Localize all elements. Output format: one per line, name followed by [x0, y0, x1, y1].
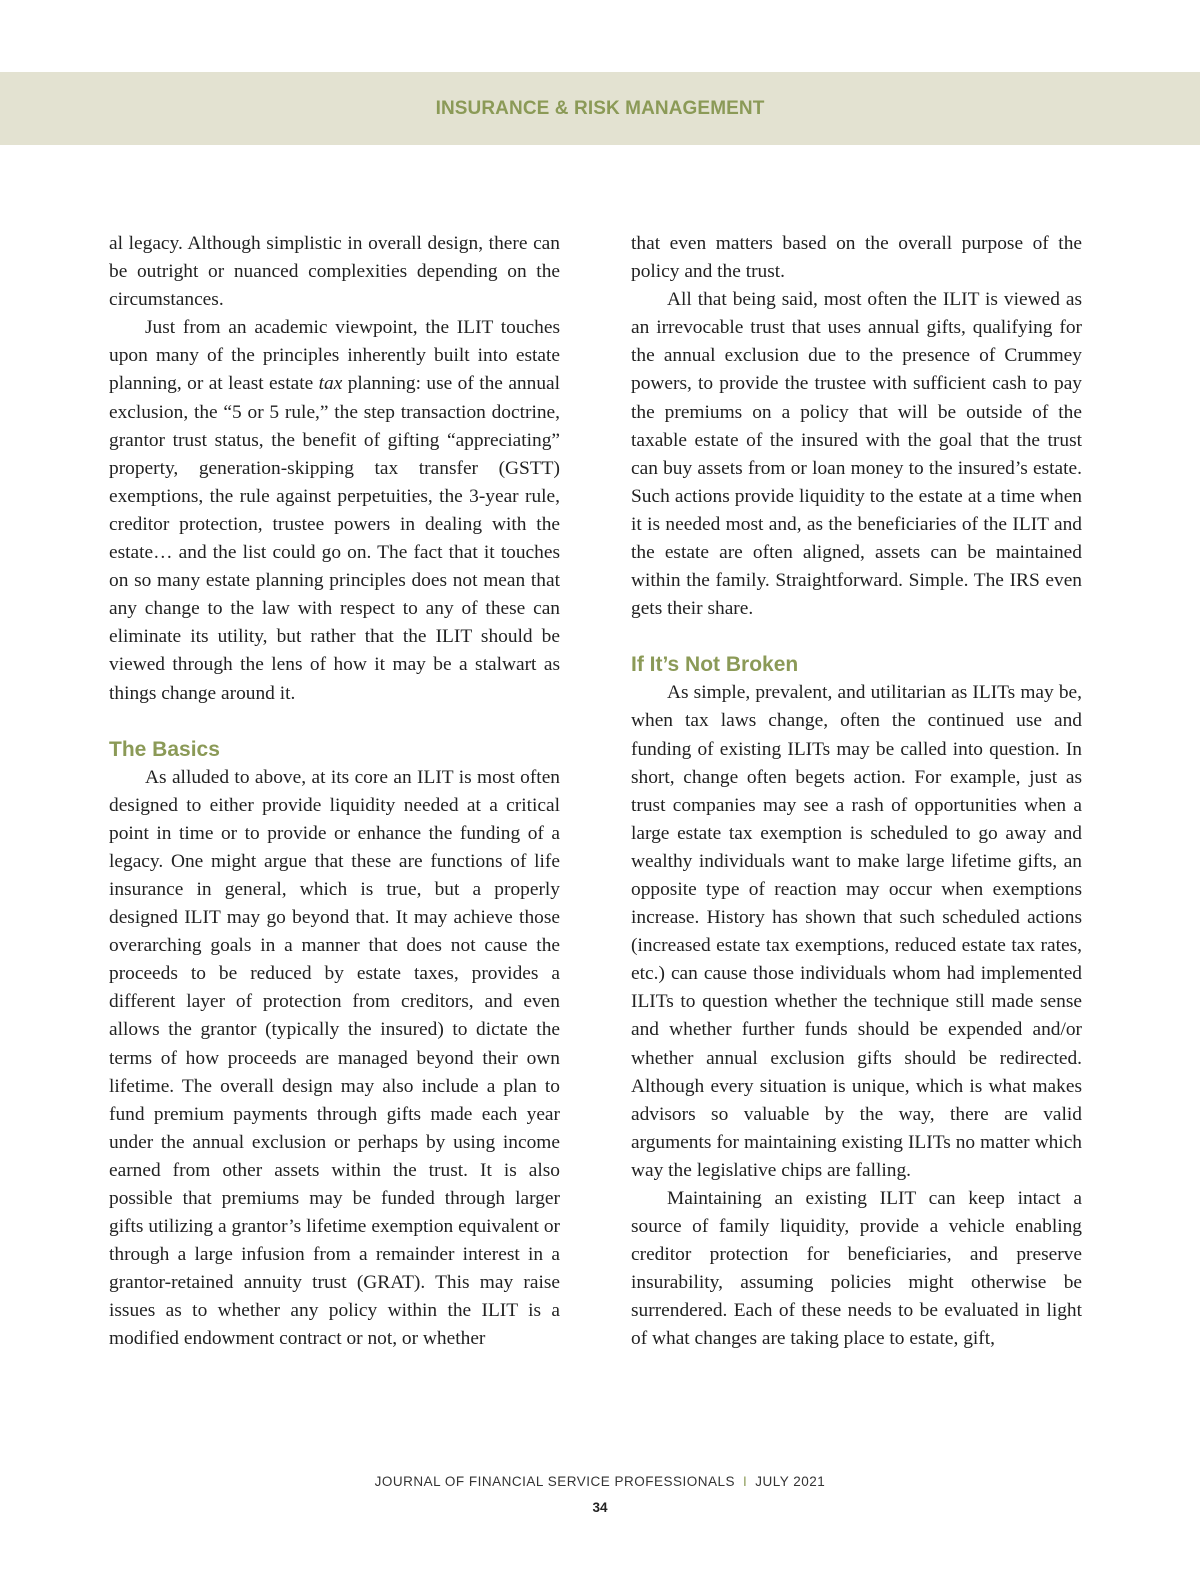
paragraph: that even matters based on the overall purpose of the policy and the trust.: [631, 233, 1082, 283]
left-column: [109, 230, 560, 1354]
paragraph: al legacy. Although simplistic in overall design, there can be outright or nuanced complexities depending on the circumstances.: [109, 233, 560, 311]
section-heading: If It’s Not Broken: [631, 653, 799, 677]
page-footer: [0, 1474, 1200, 1489]
paragraph: Maintaining an existing ILIT can keep intact a source of family liquidity, provide a vehicle enabling creditor protection for beneficiaries, and preserve insurability, assuming policies might otherwise be surrendered. Each of these needs to be evaluated in light of what changes are taking place to estate, gift,: [631, 1188, 1082, 1350]
footer-separator: I: [743, 1474, 748, 1489]
section-banner: [0, 72, 1200, 145]
issue-date: JULY 2021: [755, 1474, 826, 1489]
right-column: [631, 230, 1082, 1354]
paragraph: As simple, prevalent, and utilitarian as ILITs may be, when tax laws change, often the continued use and funding of existing ILITs may be called into question. In short, change often begets action. For example, just as trust companies may see a rash of opportunities when a large estate tax exemption is scheduled to go away and wealthy individuals want to make large lifetime gifts, an opposite type of reaction may occur when exemptions increase. History has shown that such scheduled actions (increased estate tax exemptions, reduced estate tax rates, etc.) can cause those individuals whom had implemented ILITs to question whether the technique still made sense and whether further funds should be expended and/or whether annual exclusion gifts should be redirected. Although every situation is unique, which is what makes advisors so valuable by the way, there are valid arguments for maintaining existing ILITs no matter which way the legislative chips are falling.: [631, 682, 1082, 1181]
section-heading: The Basics: [109, 737, 220, 761]
journal-name: JOURNAL OF FINANCIAL SERVICE PROFESSIONALS: [374, 1474, 735, 1489]
page-number: 34: [592, 1500, 608, 1515]
paragraph: [109, 314, 560, 707]
section-title: INSURANCE & RISK MANAGEMENT: [435, 97, 765, 119]
paragraph-text: planning: use of the annual exclusion, the “5 or 5 rule,” the step transaction doctrine, grantor trust status, the benefit of gifting “appreciating” property, generation-skipping tax transfer (GSTT) exemptions, the rule against perpetuities, the 3-year rule, creditor protection, trustee powers in dealing with the estate… and the list could go on. The fact that it touches on so many estate planning principles does not mean that any change to the law with respect to any of these can eliminate its utility, but rather that the ILIT should be viewed through the lens of how it may be a stalwart as things change around it.: [109, 373, 561, 704]
paragraph-text: Just from an academic viewpoint, the ILIT touches upon many of the principles inherently built into estate planning, or at least estate: [109, 317, 560, 395]
emphasis-text: tax: [318, 373, 343, 395]
paragraph: As alluded to above, at its core an ILIT is most often designed to either provide liquidity needed at a critical point in time or to provide or enhance the funding of a legacy. One might argue that these are functions of life insurance in general, which is true, but a properly designed ILIT may go beyond that. It may achieve those overarching goals in a manner that does not cause the proceeds to be reduced by estate taxes, provides a different layer of protection from creditors, and even allows the grantor (typically the insured) to dictate the terms of how proceeds are managed beyond their own lifetime. The overall design may also include a plan to fund premium payments through gifts made each year under the annual exclusion or perhaps by using income earned from other assets within the trust. It is also possible that premiums may be funded through larger gifts utilizing a grantor’s lifetime exemption equivalent or through a large infusion from a remainder interest in a grantor-retained annuity trust (GRAT). This may raise issues as to whether any policy within the ILIT is a modified endowment contract or not, or whether: [109, 766, 560, 1350]
paragraph: All that being said, most often the ILIT is viewed as an irrevocable trust that uses annual gifts, qualifying for the annual exclusion due to the presence of Crummey powers, to provide the trustee with sufficient cash to pay the premiums on a policy that will be outside of the taxable estate of the insured with the goal that the trust can buy assets from or loan money to the insured’s estate. Such actions provide liquidity to the estate at a time when it is needed most and, as the beneficiaries of the ILIT and the estate are often aligned, assets can be maintained within the family. Straightforward. Simple. The IRS even gets their share.: [631, 289, 1082, 620]
